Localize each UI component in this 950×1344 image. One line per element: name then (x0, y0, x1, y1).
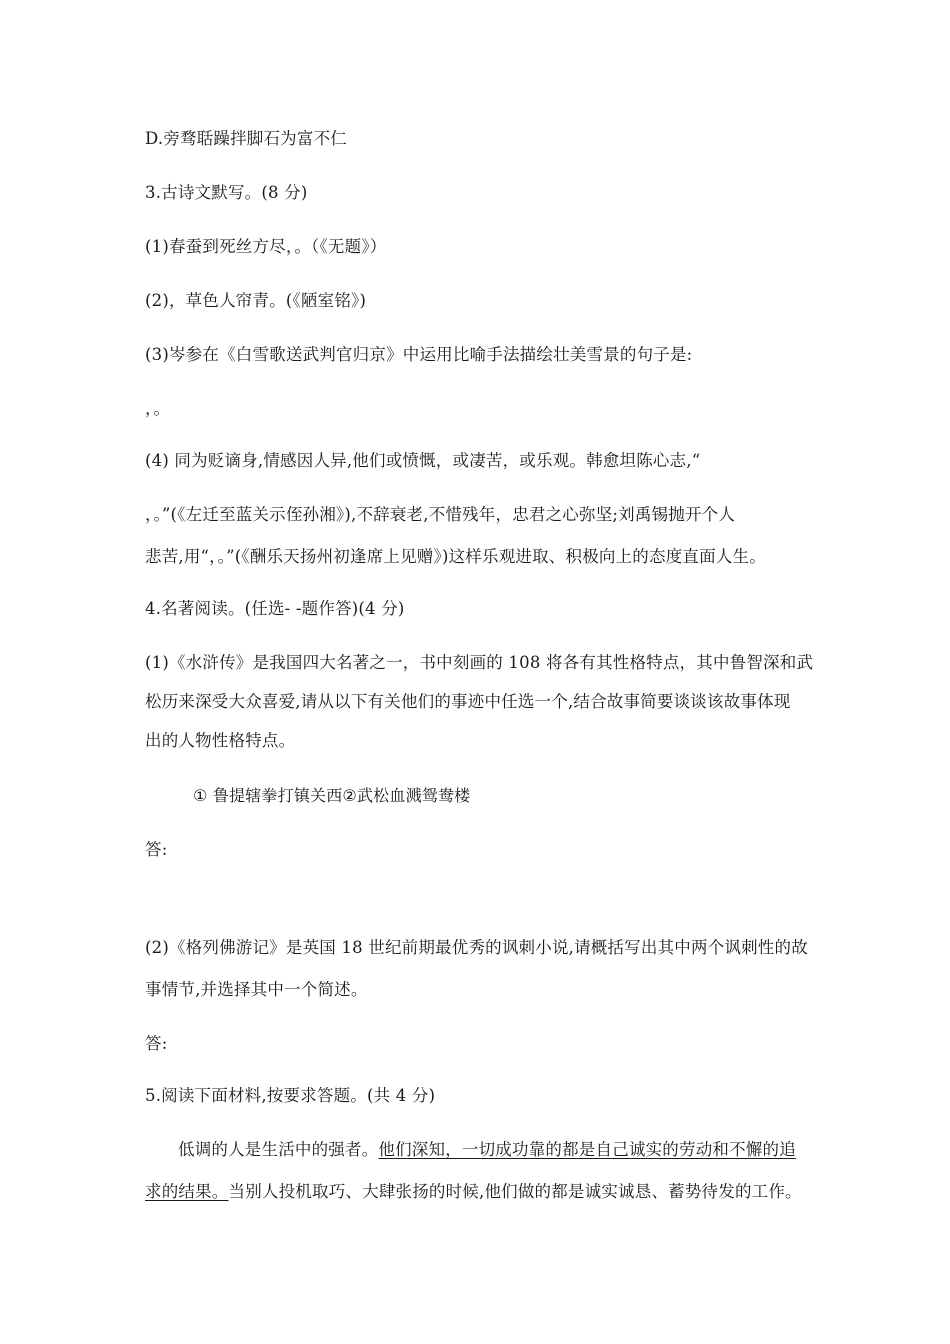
question-4-title: 4.名著阅读。(任选- -题作答)(4 分) (145, 599, 405, 618)
option-d: D.旁骛聒躁拌脚石为富不仁 (145, 129, 347, 148)
question-3-item-1: (1)春蚕到死丝方尽，。（《无题》） (145, 237, 387, 256)
question-3-item-3: (3)岑参在《白雪歌送武判官归京》中运用比喻手法描绘壮美雪景的句子是: (145, 345, 693, 364)
underlined-sentence: 他们深知，一切成功靠的都是自己诚实的劳动和不懈的追 (378, 1140, 796, 1159)
question-4-item-2-line-2: 事情节,并选择其中一个简述。 (145, 980, 368, 999)
question-3-item-3-blank: ，。 (145, 399, 171, 418)
question-4-item-2-line-1: (2)《格列佛游记》是英国 18 世纪前期最优秀的讽刺小说,请概括写出其中两个讽刺性的故 (145, 938, 808, 957)
question-3-item-4-line-1: (4) 同为贬谪身,情感因人异,他们或愤慨，或凄苦，或乐观。韩愈坦陈心志,“ (145, 451, 701, 470)
question-5-paragraph-line-2 (145, 1180, 802, 1204)
question-4-item-1-options: ① 鲁提辖拳打镇关西②武松血溅鸳鸯楼 (193, 786, 471, 805)
question-4-item-1-line-3: 出的人物性格特点。 (145, 731, 296, 750)
plain-text: 低调的人是生活中的强者。 (178, 1140, 379, 1159)
question-3-item-4-line-2: ，。”(《左迁至蓝关示侄孙湘》),不辞衰老,不惜残年，忠君之心弥坚;刘禹锡抛开个人 (145, 505, 736, 524)
question-3-item-4-line-3: 悲苦,用“，。”(《酬乐天扬州初逢席上见赠》)这样乐观进取、积极向上的态度直面人生。 (145, 547, 766, 566)
question-3-item-2: (2)，草色人帘青。(《陋室铭》) (145, 291, 367, 310)
question-3-title: 3.古诗文默写。(8 分) (145, 183, 308, 202)
question-4-item-1-answer: 答: (145, 840, 168, 859)
plain-text: 当别人投机取巧、大肆张扬的时候,他们做的都是诚实诚恳、蓄势待发的工作。 (228, 1182, 802, 1201)
question-4-item-2-answer: 答: (145, 1034, 168, 1053)
question-4-item-1-line-2: 松历来深受大众喜爱,请从以下有关他们的事迹中任选一个,结合故事简要谈谈该故事体现 (145, 692, 791, 711)
question-4-item-1-line-1: (1)《水浒传》是我国四大名著之一，书中刻画的 108 将各有其性格特点，其中鲁智深和武 (145, 653, 814, 672)
question-5-title: 5.阅读下面材料,按要求答题。(共 4 分) (145, 1086, 436, 1105)
underlined-sentence-end: 求的结果。 (145, 1182, 229, 1201)
question-5-paragraph-line-1 (178, 1138, 796, 1162)
